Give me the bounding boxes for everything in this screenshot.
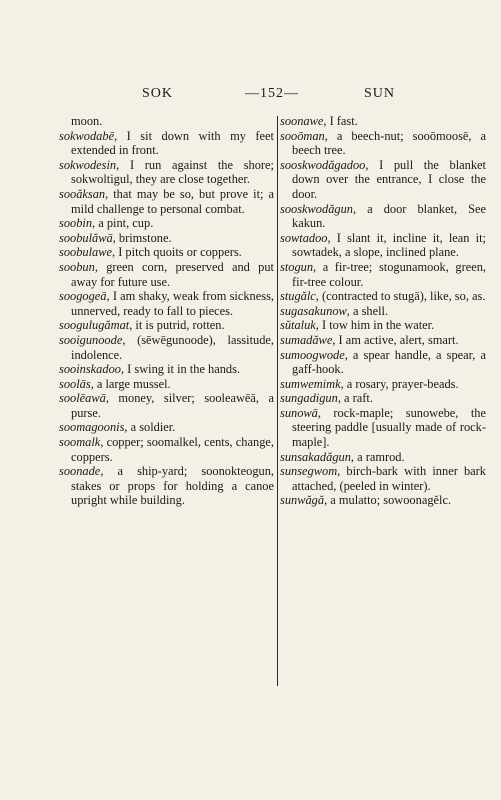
dictionary-entry: sokwodesin, I run against the shore; sokwoltigul, they are close together. bbox=[59, 157, 274, 187]
page-number: —152— bbox=[245, 86, 299, 101]
left-column bbox=[59, 114, 274, 508]
dictionary-entry: sunsegwom, birch-bark with inner bark attached, (peeled in winter). bbox=[280, 464, 486, 493]
dictionary-entry: sooskwodăgadoo, I pull the blanket down over the entrance, I close the door. bbox=[280, 157, 486, 201]
header-left-guide-word: SOK bbox=[142, 86, 174, 101]
dictionary-entry: sunsakadăgun, a ramrod. bbox=[280, 449, 405, 464]
dictionary-entry: sokwodabē, I sit down with my feet extended in front. bbox=[59, 128, 274, 158]
dictionary-entry: soobulăwā, brimstone. bbox=[59, 230, 172, 245]
dictionary-entry: soolēawā, money, silver; sooleawēā, a purse. bbox=[59, 391, 274, 420]
dictionary-entry: sooăksan, that may be so, but prove it; a mild challenge to personal combat. bbox=[59, 186, 274, 216]
dictionary-entry: sowtadoo, I slant it, incline it, lean it; sowtadek, a slope, inclined plane. bbox=[280, 230, 486, 260]
dictionary-entry: soobun, green corn, preserved and put away for future use. bbox=[59, 259, 274, 289]
dictionary-entry: stugălc, (contracted to stugā), like, so, as. bbox=[280, 289, 486, 304]
dictionary-entry: soogogeā, I am shaky, weak from sickness, unnerved, ready to fall to pieces. bbox=[59, 289, 274, 318]
dictionary-entry: soomalk, copper; soomalkel, cents, change, coppers. bbox=[59, 435, 274, 464]
dictionary-entry: soobin, a pint, cup. bbox=[59, 216, 154, 231]
dictionary-entry: sunwăgă, a mulatto; sowoonagĕlc. bbox=[280, 493, 452, 508]
dictionary-entry: sŭtaluk, I tow him in the water. bbox=[280, 318, 435, 333]
dictionary-entry: soolās, a large mussel. bbox=[59, 376, 171, 391]
page-header bbox=[0, 86, 501, 106]
dictionary-entry: sumadăwe, I am active, alert, smart. bbox=[280, 332, 459, 347]
dictionary-entry: sooōman, a beech-nut; sooōmoosē, a beech tree. bbox=[280, 128, 486, 158]
column-divider bbox=[277, 116, 278, 686]
dictionary-entry: soonade, a ship-yard; soonokteogun, stakes or props for holding a canoe upright while building. bbox=[59, 464, 274, 508]
dictionary-entry: soonawe, I fast. bbox=[280, 114, 358, 128]
dictionary-entry: soomagoonis, a soldier. bbox=[59, 420, 176, 435]
dictionary-entry: moon. bbox=[71, 114, 103, 128]
dictionary-entry: soobulawe, I pitch quoits or coppers. bbox=[59, 245, 242, 260]
dictionary-entry: sumoogwode, a spear handle, a spear, a gaff-hook. bbox=[280, 347, 486, 377]
dictionary-entry: sugasakunow, a shell. bbox=[280, 303, 389, 318]
dictionary-entry: soogulugămat, it is putrid, rotten. bbox=[59, 318, 225, 333]
dictionary-entry: sooskwodăgun, a door blanket, See kakun. bbox=[280, 201, 486, 231]
header-right-guide-word: SUN bbox=[364, 86, 396, 101]
dictionary-entry: sunowā, rock-maple; sunowebe, the steering paddle [usually made of rock-maple]. bbox=[280, 405, 486, 450]
dictionary-entry: stogun, a fir-tree; stogunamook, green, fir-tree colour. bbox=[280, 259, 486, 289]
dictionary-entry: sooinskadoo, I swing it in the hands. bbox=[59, 362, 241, 377]
right-column bbox=[280, 114, 486, 508]
dictionary-entry: sooigunoode, (sēwēgunoode), lassitude, indolence. bbox=[59, 332, 274, 362]
dictionary-entry: sungadigun, a raft. bbox=[280, 391, 373, 406]
dictionary-entry: sumwemimk, a rosary, prayer-beads. bbox=[280, 376, 459, 391]
